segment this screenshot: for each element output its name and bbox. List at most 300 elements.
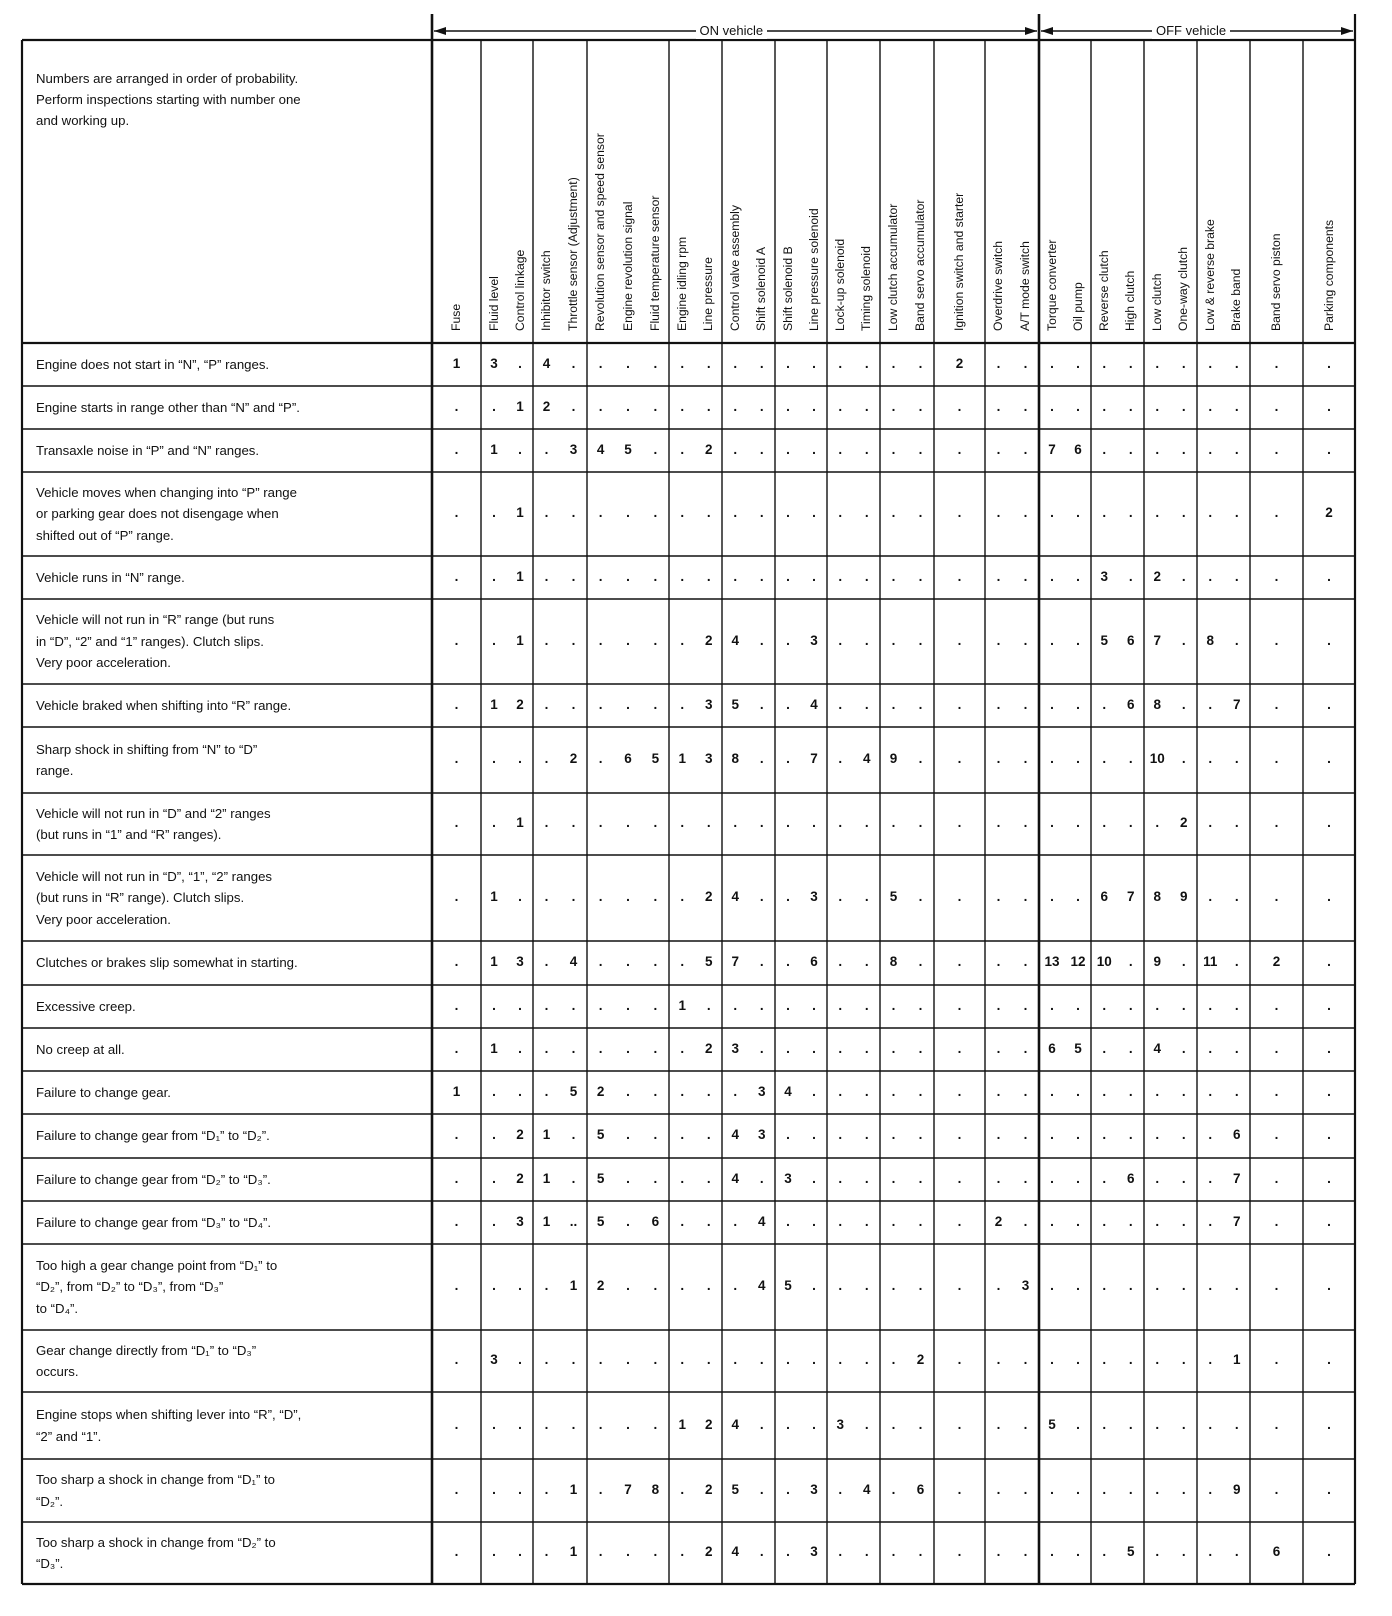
probability-cell: . [996,1481,1001,1497]
probability-cell: . [653,1170,658,1186]
probability-cell: . [1327,696,1331,712]
probability-cell: . [1274,889,1279,904]
probability-cell: . [996,954,1001,969]
probability-cell: . [1023,441,1028,457]
probability-cell: . [838,889,843,904]
probability-cell: . [996,1352,1001,1367]
probability-cell: 11 [1203,954,1218,969]
column-header: Band servo piston [1269,233,1283,331]
probability-cell: . [759,889,764,904]
probability-cell: . [918,355,923,371]
probability-cell: 4 [862,751,871,766]
probability-cell: . [653,355,658,371]
probability-cell: . [1274,632,1279,648]
probability-cell: . [1327,568,1331,584]
probability-cell: . [706,815,711,830]
probability-cell: . [598,1352,603,1367]
probability-cell: . [1208,1481,1213,1497]
probability-cell: . [454,398,459,414]
probability-cell: . [1023,954,1028,969]
off-vehicle-arrow-right [1341,27,1353,35]
probability-cell: 5 [624,441,632,457]
probability-cell: . [733,815,738,830]
probability-cell: . [1102,398,1107,414]
probability-cell: . [680,355,685,371]
probability-cell: . [1274,1278,1279,1293]
probability-cell: . [1208,1416,1213,1432]
probability-cell: 2 [569,751,578,766]
probability-cell: 1 [490,441,498,457]
probability-cell: . [891,1040,896,1056]
symptom-label: Vehicle moves when changing into “P” range or parking gear does not disengage when shifted out of “P” range. [36,484,297,543]
probability-cell: 8 [1206,632,1214,648]
probability-cell: . [1023,696,1028,712]
probability-cell: . [918,1544,923,1559]
probability-cell: . [759,1544,764,1559]
probability-cell: 1 [678,751,686,766]
probability-cell: . [759,1416,764,1432]
probability-cell: . [544,1083,549,1099]
probability-cell: . [786,1544,790,1559]
probability-cell: . [518,889,522,904]
probability-cell: . [1128,1352,1133,1367]
probability-cell: 4 [731,632,739,648]
probability-cell: 3 [757,1127,766,1142]
probability-cell: . [957,505,962,520]
probability-cell: . [891,632,896,648]
probability-cell: . [492,751,496,766]
probability-cell: 3 [1021,1278,1030,1293]
probability-cell: . [1102,355,1107,371]
probability-cell: . [1050,355,1054,371]
probability-cell: . [1128,568,1133,584]
probability-cell: . [598,505,603,520]
probability-cell: . [518,1278,522,1293]
probability-cell: 5 [1100,632,1108,648]
probability-cell: . [1155,1213,1160,1229]
probability-cell: . [1274,997,1279,1013]
probability-cell: . [1208,1083,1213,1099]
probability-cell: . [1327,815,1331,830]
probability-cell: . [544,954,549,969]
probability-cell: 4 [569,954,578,969]
probability-cell: . [1181,505,1186,520]
column-header: Timing solenoid [859,246,874,331]
probability-cell: . [864,505,869,520]
probability-cell: . [454,1278,459,1293]
probability-cell: . [1102,1040,1107,1056]
probability-cell: . [1181,1544,1186,1559]
probability-cell: . [680,1352,685,1367]
probability-cell: . [918,1127,923,1142]
probability-cell: 2 [596,1083,605,1099]
probability-cell: . [1234,441,1239,457]
probability-cell: 5 [1126,1544,1135,1559]
probability-cell: . [653,696,658,712]
column-header: Control valve assembly [727,205,742,331]
column-header: Inhibitor switch [539,250,553,331]
probability-cell: . [571,398,576,414]
probability-cell: 5 [889,889,898,904]
probability-cell: . [1155,505,1160,520]
probability-cell: . [518,355,522,371]
probability-cell: 1 [1232,1352,1241,1367]
symptom-label: Gear change directly from “D₁” to “D₃” occurs. [36,1342,257,1379]
symptom-label: Engine starts in range other than “N” and “P”. [36,399,300,415]
probability-cell: 3 [704,751,713,766]
symptom-label: Transaxle noise in “P” and “N” ranges. [36,442,260,458]
probability-cell: 6 [1100,889,1108,904]
probability-cell: . [838,1040,843,1056]
probability-cell: 1 [452,355,461,371]
probability-cell: . [957,1040,962,1056]
probability-cell: . [864,568,869,584]
probability-cell: . [1327,398,1331,414]
probability-cell: 9 [1232,1481,1241,1497]
probability-cell: . [1023,1127,1028,1142]
probability-cell: . [1181,954,1186,969]
probability-cell: . [1181,1352,1186,1367]
probability-cell: . [1128,1040,1133,1056]
probability-cell: . [759,1040,764,1056]
probability-cell: . [891,1213,896,1229]
probability-cell: . [1181,1083,1186,1099]
symptom-label: Too sharp a shock in change from “D₂” to “D₃”. [36,1534,276,1571]
probability-cell: . [1208,441,1213,457]
probability-cell: . [1234,889,1239,904]
probability-cell: 1 [678,997,686,1013]
symptom-label: Failure to change gear. [36,1084,171,1100]
probability-cell: . [1274,696,1279,712]
probability-cell: 6 [1074,441,1082,457]
probability-cell: . [1234,505,1239,520]
probability-cell: . [812,1040,816,1056]
probability-cell: . [1327,1213,1331,1229]
probability-cell: . [1076,1352,1080,1367]
probability-cell: . [996,1544,1001,1559]
probability-cell: 4 [596,441,605,457]
probability-cell: . [544,505,549,520]
probability-cell: . [1023,632,1028,648]
probability-cell: . [812,1170,816,1186]
probability-cell: . [1128,751,1133,766]
probability-cell: . [1050,1083,1054,1099]
probability-cell: . [626,1278,630,1293]
probability-cell: . [1050,1278,1054,1293]
probability-cell: . [1327,1170,1331,1186]
probability-cell: . [1076,1481,1080,1497]
probability-cell: 1 [542,1213,551,1229]
probability-cell: 3 [490,355,498,371]
probability-cell: 7 [1126,889,1135,904]
probability-cell: 2 [516,1127,524,1142]
probability-cell: . [492,398,496,414]
probability-cell: . [653,1416,658,1432]
probability-cell: 4 [731,889,739,904]
probability-cell: . [1155,355,1160,371]
probability-cell: . [864,1213,869,1229]
probability-cell: . [598,568,603,584]
probability-cell: . [759,441,764,457]
probability-cell: . [996,632,1001,648]
probability-cell: . [1274,1083,1279,1099]
probability-cell: . [626,889,630,904]
probability-cell: . [759,997,764,1013]
probability-cell: . [759,1352,764,1367]
probability-cell: . [1155,1170,1160,1186]
probability-cell: 3 [757,1083,766,1099]
probability-cell: . [838,696,843,712]
probability-cell: . [1076,398,1080,414]
probability-cell: . [996,997,1001,1013]
probability-cell: 7 [1153,632,1161,648]
column-header: Ignition switch and starter [952,192,966,331]
probability-cell: . [1023,568,1028,584]
probability-cell: . [1234,1544,1239,1559]
probability-cell: . [838,954,843,969]
probability-cell: . [786,954,790,969]
probability-cell: 9 [1153,954,1161,969]
off-vehicle-label: OFF vehicle [1152,23,1230,39]
probability-cell: . [1023,1213,1028,1229]
probability-cell: . [1327,997,1331,1013]
probability-cell: . [571,1352,576,1367]
probability-cell: . [812,355,816,371]
probability-cell: 3 [810,1481,818,1497]
probability-cell: . [680,568,685,584]
probability-cell: . [1076,1170,1080,1186]
probability-cell: . [680,441,685,457]
probability-cell: . [1274,1352,1279,1367]
symptom-label: Vehicle runs in “N” range. [36,569,185,585]
probability-cell: . [1128,441,1133,457]
probability-cell: . [454,997,459,1013]
probability-cell: . [598,815,603,830]
probability-cell: . [1274,1213,1279,1229]
probability-cell: . [454,1213,459,1229]
probability-cell: . [454,815,459,830]
probability-cell: 2 [542,398,551,414]
probability-cell: 3 [516,1213,524,1229]
symptom-label: Too high a gear change point from “D₁” to “D₂”, from “D₂” to “D₃”, from “D₃” to “D₄”. [36,1257,278,1316]
column-header: Throttle sensor (Adjustment) [566,177,580,331]
probability-cell: . [1023,751,1028,766]
probability-cell: . [786,398,790,414]
probability-cell: . [918,1278,923,1293]
probability-cell: 3 [810,889,818,904]
column-header: Torque converter [1044,239,1059,331]
probability-cell: . [492,568,496,584]
probability-cell: . [1155,398,1160,414]
probability-cell: . [598,355,603,371]
probability-cell: 6 [1126,1170,1135,1186]
probability-cell: . [1023,997,1028,1013]
probability-cell: . [492,1481,496,1497]
probability-cell: 1 [490,696,498,712]
symptom-label: Vehicle will not run in “D”, “1”, “2” ranges (but runs in “R” range). Clutch slips. Very poor acceleration. [36,868,272,927]
probability-cell: . [598,1481,603,1497]
probability-cell: . [518,1481,522,1497]
probability-cell: 7 [731,954,739,969]
probability-cell: . [1076,815,1080,830]
probability-cell: 9 [1179,889,1188,904]
probability-cell: 1 [516,815,524,830]
probability-cell: . [1208,568,1213,584]
probability-cell: . [518,441,522,457]
probability-cell: . [706,1213,711,1229]
probability-cell: . [626,1170,630,1186]
probability-cell: . [1181,632,1186,648]
probability-cell: . [1234,355,1239,371]
probability-cell: 10 [1096,954,1112,969]
probability-cell: . [1234,815,1239,830]
probability-cell: . [1155,1416,1160,1432]
probability-cell: 2 [704,441,713,457]
probability-cell: . [759,355,764,371]
probability-cell: . [492,632,496,648]
probability-cell: . [1181,398,1186,414]
probability-cell: . [838,398,843,414]
probability-cell: . [598,1544,603,1559]
probability-cell: . [1102,1213,1107,1229]
symptom-label: No creep at all. [36,1041,125,1057]
probability-cell: . [996,751,1001,766]
probability-cell: 8 [1153,889,1161,904]
probability-cell: . [996,441,1001,457]
probability-cell: . [786,1213,790,1229]
probability-cell: . [1327,1083,1331,1099]
probability-cell: . [680,1170,685,1186]
probability-cell: 1 [678,1416,686,1432]
probability-cell: . [918,441,923,457]
probability-cell: 3 [731,1040,739,1056]
probability-cell: 2 [1272,954,1281,969]
probability-cell: . [918,751,923,766]
probability-cell: . [918,1040,923,1056]
probability-cell: . [957,568,962,584]
probability-cell: 4 [757,1213,766,1229]
probability-cell: . [1050,1352,1054,1367]
probability-cell: . [454,1544,459,1559]
probability-cell: . [786,355,790,371]
probability-cell: . [1023,1040,1028,1056]
probability-cell: 6 [1126,696,1135,712]
column-header: Line pressure [701,257,716,331]
probability-cell: . [1181,997,1186,1013]
probability-cell: . [1050,398,1054,414]
probability-cell: 1 [569,1278,578,1293]
probability-cell: 3 [836,1416,844,1432]
probability-cell: . [1208,398,1213,414]
probability-cell: 9 [889,751,898,766]
probability-cell: . [786,751,790,766]
probability-cell: . [918,398,923,414]
probability-cell: . [544,696,549,712]
probability-cell: . [1128,1213,1133,1229]
probability-cell: . [996,1170,1001,1186]
probability-cell: . [786,1352,790,1367]
probability-cell: . [492,505,496,520]
probability-cell: . [786,1127,790,1142]
probability-cell: . [918,997,923,1013]
probability-cell: . [733,441,738,457]
probability-cell: . [1234,751,1239,766]
probability-cell: . [786,997,790,1013]
probability-cell: . [571,1170,576,1186]
probability-cell: . [864,1278,869,1293]
probability-cell: . [492,815,496,830]
probability-cell: . [957,441,962,457]
probability-cell: . [864,632,869,648]
probability-cell: . [653,1127,658,1142]
probability-cell: . [996,889,1001,904]
column-header: Low clutch [1149,273,1164,331]
probability-cell: . [996,505,1001,520]
probability-cell: . [812,1416,816,1432]
probability-cell: . [1181,1278,1186,1293]
probability-cell: . [1274,1481,1279,1497]
probability-cell: 2 [516,1170,524,1186]
probability-cell: . [786,632,790,648]
probability-cell: . [598,751,603,766]
probability-cell: . [786,1416,790,1432]
probability-cell: . [1234,398,1239,414]
probability-cell: . [1155,1083,1160,1099]
probability-cell: . [653,954,658,969]
probability-cell: . [571,1127,576,1142]
off-vehicle-arrow-left [1041,27,1053,35]
probability-cell: 6 [1272,1544,1281,1559]
probability-cell: . [812,1352,816,1367]
probability-cell: . [1128,954,1133,969]
probability-cell: 1 [542,1170,551,1186]
probability-cell: . [1102,1170,1107,1186]
symptom-label: Sharp shock in shifting from “N” to “D” range. [36,741,258,778]
probability-cell: . [733,568,738,584]
probability-cell: . [454,751,459,766]
probability-cell: . [1155,1127,1160,1142]
probability-cell: . [838,1544,843,1559]
probability-cell: . [492,1127,496,1142]
probability-cell: . [571,355,576,371]
probability-cell: . [1076,355,1080,371]
probability-cell: . [706,1352,711,1367]
probability-cell: . [706,1278,711,1293]
probability-cell: 4 [862,1481,871,1497]
column-header: Overdrive switch [991,240,1005,331]
probability-cell: . [838,997,843,1013]
probability-cell: . [957,398,962,414]
probability-cell: . [957,1481,962,1497]
probability-cell: . [1050,751,1054,766]
probability-cell: . [544,1352,549,1367]
probability-cell: . [1023,505,1028,520]
probability-cell: . [626,696,630,712]
probability-cell: . [653,1544,658,1559]
column-header: Control linkage [512,249,527,331]
probability-cell: . [706,568,711,584]
probability-cell: . [891,1352,896,1367]
probability-cell: . [653,398,658,414]
probability-cell: . [626,632,630,648]
probability-cell: . [1327,1416,1331,1432]
probability-cell: . [918,1416,923,1432]
probability-cell: . [759,815,764,830]
probability-cell: . [733,1083,738,1099]
probability-cell: . [1327,632,1331,648]
probability-cell: . [1076,1083,1080,1099]
probability-cell: 3 [569,441,578,457]
